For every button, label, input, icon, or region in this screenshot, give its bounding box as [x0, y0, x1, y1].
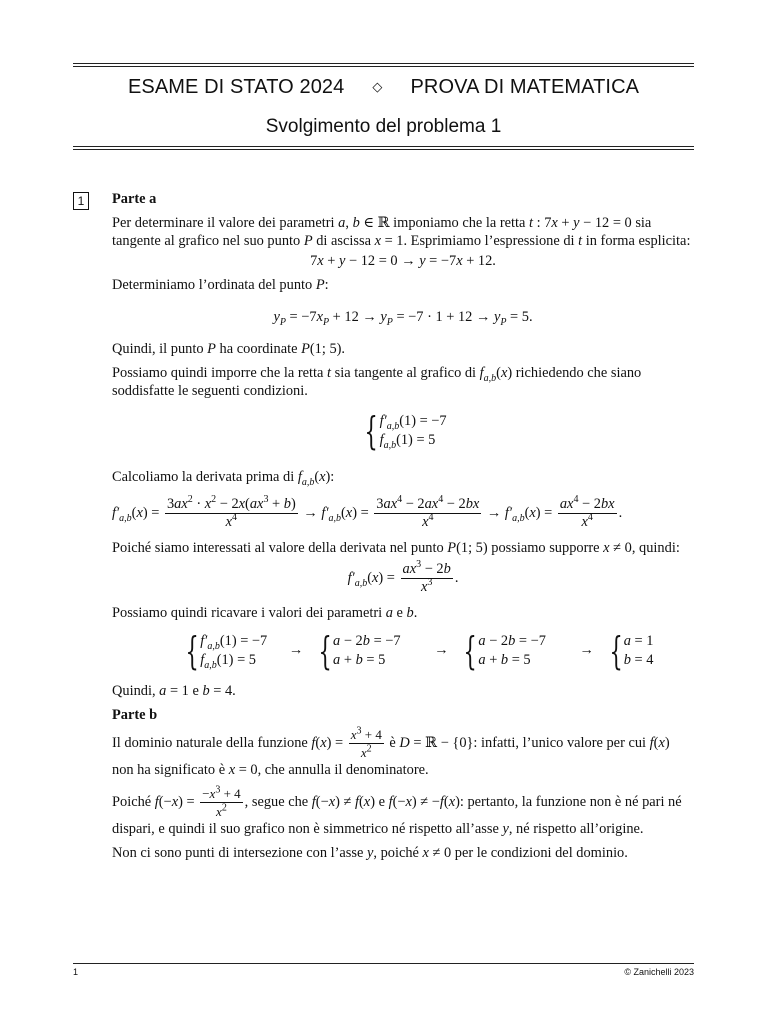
part-b-title: Parte b — [112, 707, 158, 723]
header-rule-top-inner — [73, 66, 694, 67]
page-title — [73, 76, 694, 99]
solution-content — [112, 190, 694, 862]
copyright: © Zanichelli 2023 — [624, 967, 694, 977]
title-left: ESAME DI STATO 2024 — [127, 76, 345, 98]
part-a-paragraph-8: Quindi, a = 1 e b = 4. — [112, 683, 236, 699]
part-b-paragraph-2: Poiché f(−x) = $\frac{-x^3 + 4}{x^2}$ , segue che f(−x) ≠ f(x) e f(−x) ≠ −f(x): pertanto, la funzione non è né pari né dispari, e quindi il suo grafico non è simmetrico né rispetto all’asse y, né rispetto all’origine. — [112, 784, 682, 837]
equation-tangent-explicit: 7x + y − 12 = 0 → y = −7x + 12. — [310, 253, 496, 269]
part-a-paragraph-2: Determiniamo l’ordinata del punto P: — [112, 277, 329, 293]
header-rule-bottom — [73, 146, 694, 147]
derivative-equation: $f'_{a,b}(x)$ = $\frac{3ax^2 \cdot x^2 - 2x(ax^3 + b)}{x^4}$ → $f'_{a,b}(x)$ = $\frac{3ax^4 - 2ax^4 - 2bx}{x^4}$ → $f'_{a,b}(x)$ = $\frac{ax^4 - 2bx}{x^4}$ . — [112, 494, 623, 530]
footer-rule — [73, 963, 694, 964]
part-a-paragraph-6: Poiché siamo interessati al valore della derivata nel punto P(1; 5) possiamo supporre x ≠ 0, quindi: — [112, 540, 680, 556]
part-b-paragraph-1: Il dominio naturale della funzione f(x) = $\frac{x^3 + 4}{x^2}$ è D = ℝ − {0}: infatti, l’unico valore per cui f(x) non ha significato è x = 0, che annulla il denominatore. — [112, 725, 670, 778]
page-subtitle: Svolgimento del problema 1 — [265, 116, 502, 137]
derivative-simplified: $f'_{a,b}(x)$ = $\frac{ax^3 - 2b}{x^3}$ . — [347, 559, 459, 595]
part-a-title: Parte a — [112, 191, 157, 207]
parameter-systems: { $f'_{a,b}(1) = -7$ $f_{a,b}(1) = 5$ → { a − 2b = −7 a + b = 5 → { a − 2b = −7 a + b = 5 → { a = 1 b = 4 — [185, 629, 654, 673]
title-right: PROVA DI MATEMATICA — [410, 76, 640, 98]
part-b-paragraph-3: Non ci sono punti di intersezione con l’asse y, poiché x ≠ 0 per le condizioni del dominio. — [112, 845, 628, 861]
diamond-icon: ◇ — [372, 79, 383, 94]
part-a-paragraph-7: Possiamo quindi ricavare i valori dei parametri a e b. — [112, 605, 418, 621]
conditions-system: { $f'_{a,b}(1) = -7$ $f_{a,b}(1) = 5$ — [364, 409, 447, 453]
part-a-paragraph-3: Quindi, il punto P ha coordinate P(1; 5). — [112, 341, 346, 357]
part-a-paragraph-4: Possiamo quindi imporre che la retta t sia tangente al grafico di $f_{a,b}(x)$ richiedendo che siano soddisfatte le seguenti condizioni. — [112, 365, 642, 399]
part-a-paragraph-5: Calcoliamo la derivata prima di $f_{a,b}(x)$: — [112, 469, 335, 488]
equation-ordinate: $y_P = -7x_P + 12 \to y_P = -7 \cdot 1 + 12 \to y_P = 5$. — [273, 309, 533, 328]
header-rule-bottom-inner — [73, 149, 694, 150]
section-number-box: 1 — [73, 192, 89, 210]
header-rule-top — [73, 63, 694, 64]
part-a-paragraph-1: Per determinare il valore dei parametri a, b ∈ ℝ imponiamo che la retta t : 7x + y − 12 = 0 sia tangente al grafico nel suo punto P di ascissa x = 1. Esprimiamo l’espressione di t in forma esplicita: — [112, 215, 691, 249]
page-number: 1 — [73, 967, 79, 977]
